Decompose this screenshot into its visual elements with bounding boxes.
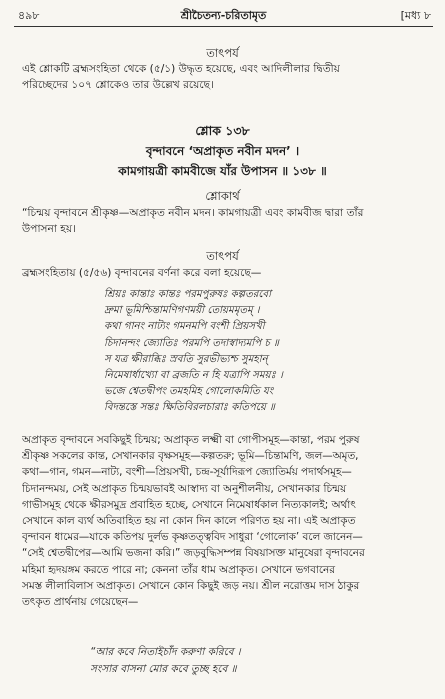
sanskrit-verse — [104, 287, 283, 417]
purport-heading-2: তাৎপর্য — [206, 249, 239, 263]
verse-line: চিদানন্দং জ্যোতিঃ পরমপি তদাস্বাদ্যমপি চ ॥ — [104, 337, 279, 349]
body-line: গাভীসমূহ থেকে ক্ষীরসমুদ্র প্রবাহিত হচ্ছে, সেখানে নিমেষার্ধকাল নিত্যকালই; অর্থাৎ — [22, 498, 356, 511]
body-line: বৃন্দাবন ধামের—যাকে কতিপয় দুর্লভ কৃষ্ণতত্ত্ববিদ সাধুরা ‘গোলোক’ বলে জানেন— — [22, 531, 363, 544]
purport-line: পরিচ্ছেদের ১০৭ শ্লোকেও তার উল্লেখ রয়েছে। — [22, 79, 214, 92]
verse-line: নিমেষার্ধাখ্যো বা ব্রজতি ন হি যত্রাপি সময়ঃ । — [104, 370, 283, 382]
verse-line: কথা গানং নাট্যং গমনমপি বংশী প্রিয়সখী — [104, 321, 265, 333]
shloka-line-1: বৃন্দাবনে ‘অপ্রাকৃত নবীন মদন’ । — [145, 144, 300, 158]
song-line: সংসার বাসনা মোর কবে তুচ্ছ হবে ॥ — [90, 662, 237, 675]
body-line: শ্রীকৃষ্ণ সকলের কান্ত, সেখানকার বৃক্ষসমূহ—কল্পতরু; ভূমি—চিন্তামণি, জল—অমৃত, — [22, 450, 359, 463]
purport-paragraph-1 — [22, 61, 426, 94]
quoted-song — [90, 644, 241, 677]
translation-line: “চিন্ময় বৃন্দাবনে শ্রীকৃষ্ণ—অপ্রাকৃত নবীন মদন। কামগায়ত্রী এবং কামবীজ দ্বারা তাঁর — [22, 207, 364, 219]
purport-heading-1: তাৎপর্য — [206, 46, 239, 60]
purport-line: এই শ্লোকটি ব্রহ্মসংহিতা থেকে (৫/১) উদ্ধৃত হয়েছে, এবং আদিলীলার দ্বিতীয় — [22, 63, 340, 75]
verse-line: স যত্র ক্ষীরাব্ধিঃ স্রবতি সুরভীভ্যশ্চ সুমহান্ — [104, 353, 268, 365]
shloka-title: শ্লোক ১৩৮ — [195, 123, 250, 138]
body-line: তৎকৃত প্রার্থনায় গেয়েছেন— — [22, 596, 139, 609]
body-line: সমস্ত লীলাবিলাস অপ্রাকৃত। সেখানে কোন কিছুই জড় নয়। শ্রীল নরোত্তম দাস ঠাকুর — [22, 579, 360, 592]
body-line: মহিমা হৃদয়ঙ্গম করতে পারে না; কেননা তাঁর ধাম অপ্রাকৃত। সেখানে ভগবানের — [22, 563, 335, 576]
body-line: কথা—গান, গমন—নাট্য, বংশী—প্রিয়সখী, চন্দ্র-সূর্যাদিরূপ জ্যোতির্ময় পদার্থসমূহ— — [22, 466, 352, 479]
translation-line: উপাসনা হয়। — [22, 223, 76, 236]
body-line: অপ্রাকৃত বৃন্দাবনে সবকিছুই চিন্ময়; অপ্রাকৃত লক্ষ্মী বা গোপীসমূহ—কান্তা, পরম পুরুষ — [22, 434, 360, 446]
translation-heading: শ্লোকার্থ — [205, 189, 240, 203]
body-line: চিদানন্দময়, সেই অপ্রাকৃত চিন্ময়ভাবই আস্বাদ্য বা অনুশীলনীয়, সেখানকার চিন্ময় — [22, 482, 347, 495]
purport-body — [22, 432, 428, 610]
verse-line: ভজে শ্বেতদ্বীপং তমহমিহ গোলোকমিতি যং — [104, 386, 274, 398]
translation-paragraph — [22, 205, 426, 238]
purport-intro: ব্রহ্মসংহিতায় (৫/৫৬) বৃন্দাবনের বর্ণনা করে বলা হয়েছে— — [22, 267, 262, 279]
header-rule — [14, 26, 433, 27]
page-number: ৪৯৮ — [18, 9, 40, 22]
chapter-label: [মধ্য ৮ — [400, 9, 431, 22]
body-line: “সেই শ্বেতদ্বীপের—আমি ভজনা করি।” জড়বুদ্ধিসম্পন্ন বিষয়াসক্ত মানুষেরা বৃন্দাবনের — [22, 547, 365, 560]
book-title: শ্রীচৈতন্য-চরিতামৃত — [180, 9, 267, 22]
page-header — [14, 5, 433, 27]
song-line: “আর কবে নিতাইচাঁদ করুণা করিবে । — [90, 646, 241, 658]
verse-line: শ্রিয়ঃ কান্তাঃ কান্তঃ পরমপুরুষঃ কল্পতরবো — [104, 289, 272, 300]
verse-line: বিদন্তস্তে সন্তঃ ক্ষিতিবিরলচারাঃ কতিপয়ে ॥ — [104, 402, 275, 414]
shloka-line-2: কামগায়ত্রী কামবীজে যাঁর উপাসন ॥ ১৩৮ ॥ — [118, 164, 327, 178]
body-line: সেখানে কাল ব্যর্থ অতিবাহিত হয় না কোন দিন কালে পরিণত হয় না। এই অপ্রাকৃত — [22, 515, 356, 528]
verse-line: দ্রুমা ভূমিশ্চিন্তামণিগণময়ী তোয়মমৃতম্ । — [104, 305, 260, 317]
